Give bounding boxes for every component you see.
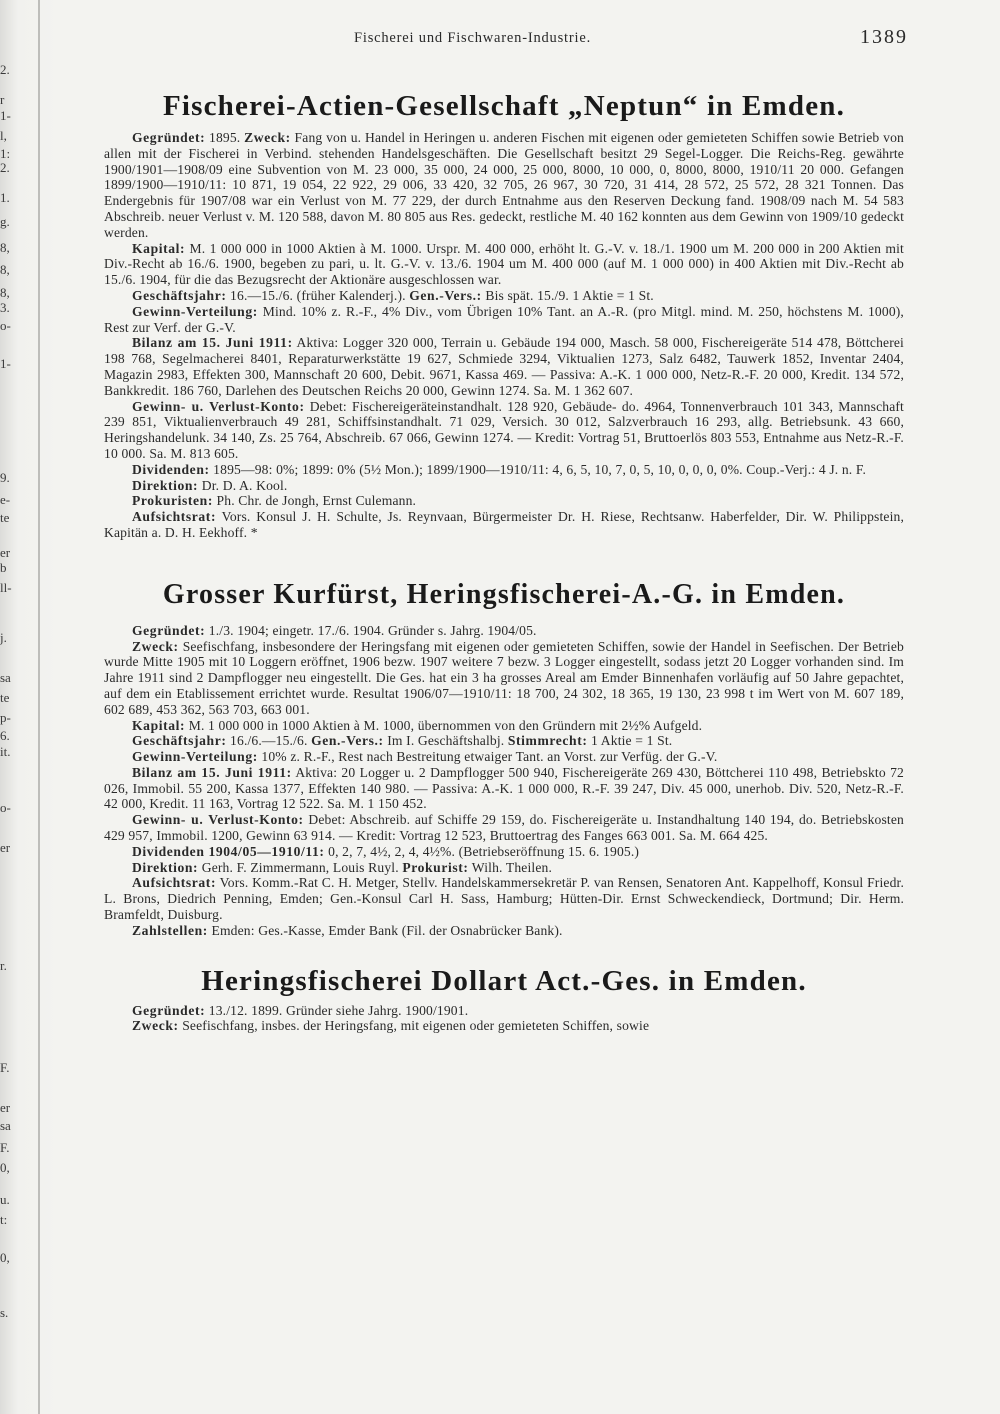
entry-paragraph	[104, 733, 904, 749]
entry-text: 16.—15./6. (früher Kalenderj.).	[230, 287, 410, 303]
margin-fragment: 1.	[0, 190, 10, 205]
running-head-title: Fischerei und Fischwaren-Industrie.	[354, 30, 591, 46]
entry-paragraph	[104, 639, 904, 718]
margin-fragment: er	[0, 840, 11, 855]
margin-fragment: g.	[0, 214, 10, 229]
entry-label: Prokurist:	[402, 859, 469, 875]
entry-paragraph	[104, 241, 904, 288]
margin-fragment: 8,	[0, 285, 10, 300]
margin-fragment: r	[0, 92, 5, 107]
entry-text: Im I. Geschäftshalbj.	[387, 733, 508, 749]
page-content	[104, 20, 908, 1034]
entry-text: 1./3. 1904; eingetr. 17./6. 1904. Gründer s. Jahrg. 1904/05.	[208, 622, 537, 638]
entry-label: Zahlstellen:	[132, 922, 208, 938]
margin-fragment: 0,	[0, 1160, 10, 1175]
entry-text: Aktiva: Logger 320 000, Terrain u. Gebäude 194 000, Masch. 58 000, Fischereigeräte 514 478, Böttcherei 198 768, Segelmacherei 8401, Reparaturwerkstätte 19 627, Schmiede 3294, Viktualien 1273, Salz 6482, Tauwerk 1852, Inventar 2404, Magazin 2983, Effekten 300, Mannschaft 20 600, Debit. 9671, Kassa 469. — Passiva: A.-K. 1 000 000, Netz-R.-F. 20 000, Kredit. 134 572, Bankkredit. 186 760, Darlehen des Deutschen Reichs 20 000, Gewinn 1274. Sa. M. 1 362 607.	[104, 335, 904, 398]
entry-text: 1 Aktie = 1 St.	[591, 733, 673, 749]
margin-fragment: 9.	[0, 470, 10, 485]
entry-label: Aufsichtsrat:	[132, 509, 217, 525]
entry-paragraph	[104, 493, 904, 509]
entry-label: Kapital:	[132, 240, 186, 256]
entry-text: Aktiva: 20 Logger u. 2 Dampflogger 500 940, Fischereigeräte 269 430, Böttcherei 110 498, Betriebskto 72 026, Immobil. 55 200, Kassa 1377, Effekten 140 980. — Passiva: A.-K. 1 000 000, R.-F. 39 247, Div. 45 000, unerhob. Div. 520, Netz-R.-F. 42 000, Kredit. 11 163, Vortrag 12 522. Sa. M. 1 150 452.	[104, 764, 904, 812]
left-margin-fragments	[0, 0, 62, 1414]
entry-label: Dividenden:	[132, 461, 210, 477]
entry-label: Zweck:	[132, 638, 179, 654]
margin-fragment: s.	[0, 1305, 9, 1320]
margin-fragment: p-	[0, 710, 11, 725]
entry-text: Fang von u. Handel in Heringen u. anderen Fischen mit eigenen oder gemieteten Schiffen sowie Betrieb von allen mit der Fischerei in Verbind. stehenden Handelsgeschäften. Die Gesellschaft besitzt 29 Segel-Logger. Die Reichs-Reg. gewährte 1900/1901—1908/09 eine Subvention von M. 23 000, 35 000, 24 000, 25 000, 8000, 10 000, 0, 8000, 8000, 1910/11 20 000. Gefangen 1899/1900—1910/11: 10 871, 19 054, 22 922, 29 006, 33 420, 32 705, 26 967, 30 720, 31 414, 28 572, 25 572, 28 321 Tonnen. Das Endergebnis für 1907/08 war ein Verlust von M. 77 229, der durch Entnahme aus den Reserven Deckung fand. 1908/09 nach M. 54 583 Abschreib. neuer Verlust v. M. 120 588, davon M. 80 805 aus Res. gedeckt, restliche M. 40 162 konnten aus dem Gewinn von 1909/10 gedeckt werden.	[104, 130, 905, 240]
company-entry-neptun	[104, 130, 904, 541]
entry-paragraph	[104, 765, 904, 812]
company-entry-dollart	[104, 1003, 904, 1035]
margin-fragment: 2.	[0, 62, 10, 77]
margin-fragment: j.	[0, 630, 7, 645]
entry-text: Bis spät. 15./9. 1 Aktie = 1 St.	[485, 287, 654, 303]
margin-fragment: 3.	[0, 300, 10, 315]
entry-text: Gerh. F. Zimmermann, Louis Ruyl.	[201, 859, 403, 875]
entry-label: Gegründet:	[132, 130, 206, 145]
entry-paragraph	[104, 478, 904, 494]
entry-label: Gegründet:	[132, 622, 206, 638]
entry-paragraph	[104, 860, 904, 876]
entry-label: Stimmrecht:	[507, 733, 588, 749]
entry-text: 0, 2, 7, 4½, 2, 4, 4½%. (Betriebseröffnung 15. 6. 1905.)	[328, 843, 640, 859]
entry-paragraph	[104, 623, 904, 639]
entry-label: Gewinn-Verteilung:	[132, 303, 258, 319]
entry-label: Bilanz am 15. Juni 1911:	[132, 764, 292, 780]
margin-fragment: 1-	[0, 356, 11, 371]
entry-text: Vors. Komm.-Rat C. H. Metger, Stellv. Handelskammersekretär P. van Rensen, Senatoren Ant. Kappelhoff, Konsul Friedr. L. Brons, Diedrich Penning, Emden; Gen.-Konsul Carl H. Sass, Hamburg; Hütten-Dir. Ernst Schweckendieck, Dortmund; Dir. Herm. Bramfeldt, Duisburg.	[104, 875, 904, 923]
margin-fragment: it.	[0, 744, 11, 759]
running-head	[104, 20, 908, 54]
margin-fragment: 1-	[0, 108, 11, 123]
entry-label: Zweck:	[244, 130, 291, 145]
margin-fragment: e-	[0, 492, 11, 507]
entry-text: Mind. 10% z. R.-F., 4% Div., vom Übrigen 10% Tant. an A.-R. (pro Mitgl. mind. M. 250, höchstens M. 1000), Rest zur Verf. der G.-V.	[104, 303, 904, 335]
entry-text: 13./12. 1899. Gründer siehe Jahrg. 1900/1901.	[208, 1002, 469, 1018]
company-entry-grosser-kurfuerst	[104, 623, 904, 939]
entry-label: Dividenden 1904/05—1910/11:	[132, 843, 325, 859]
page-edge-shadow	[38, 0, 40, 1414]
entry-label: Geschäftsjahr:	[132, 733, 227, 749]
page-number: 1389	[860, 26, 908, 48]
entry-label: Aufsichtsrat:	[132, 875, 217, 891]
margin-fragment: sa	[0, 670, 11, 685]
entry-paragraph	[104, 812, 904, 844]
entry-text: Seefischfang, insbesondere der Heringsfang mit eigenen oder gemieteten Schiffen, sowie der Handel in Seefischen. Der Betrieb wurde Mitte 1905 mit 10 Loggern eröffnet, 1906 bezw. 1907 weitere 7 bezw. 3 Logger eingestellt, sodass jetzt 20 Logger vorhanden sind. Im Jahre 1911 sind 2 Dampflogger neu eingestellt. Die Ges. hat ein 3 ha grosses Areal am Emder Binnenhafen vorläufig auf 50 Jahre gepachtet, auf dem ein Etablissement errichtet wurde. Resultat 1906/07—1910/11: 18 700, 24 302, 18 365, 19 130, 23 998 t im Wert von M. 607 189, 602 689, 453 362, 563 703, 663 001.	[104, 638, 904, 717]
entry-label: Bilanz am 15. Juni 1911:	[132, 335, 293, 351]
entry-paragraph	[104, 399, 904, 462]
entry-paragraph	[104, 923, 904, 939]
entry-paragraph	[104, 304, 904, 336]
margin-fragment: 0,	[0, 1250, 10, 1265]
entry-paragraph	[104, 875, 904, 922]
entry-paragraph	[104, 1003, 904, 1019]
entry-label: Direktion:	[132, 859, 199, 875]
entry-label: Gen.-Vers.:	[409, 287, 482, 303]
entry-text: 1895.	[209, 130, 245, 145]
company-title-dollart: Heringsfischerei Dollart Act.-Ges. in Emden.	[201, 964, 807, 997]
entry-paragraph	[104, 288, 904, 304]
margin-fragment: r.	[0, 958, 7, 973]
company-title-neptun: Fischerei-Actien-Gesellschaft „Neptun“ in Emden.	[162, 90, 846, 122]
margin-fragment: o-	[0, 318, 11, 333]
entry-text: 16./6.—15./6.	[230, 733, 312, 749]
entry-paragraph	[104, 718, 904, 734]
entry-text: Wilh. Theilen.	[471, 859, 553, 875]
entry-label: Gewinn- u. Verlust-Konto:	[132, 398, 305, 414]
entry-label: Direktion:	[132, 477, 199, 493]
margin-fragment: 8,	[0, 262, 10, 277]
entry-text: Debet: Abschreib. auf Schiffe 29 159, do. Fischereigeräte u. Instandhaltung 140 194, do. Betriebskosten 429 957, Immobil. 1200, Gewinn 63 914. — Kredit: Vortrag 12 523, Bruttoertrag des Fanges 663 001. Sa. M. 664 425.	[104, 812, 904, 844]
margin-fragment: sa	[0, 1118, 11, 1133]
margin-fragment: te	[0, 510, 10, 525]
entry-paragraph	[104, 130, 904, 241]
margin-fragment: F.	[0, 1140, 10, 1155]
margin-fragment: b	[0, 560, 7, 575]
entry-paragraph	[104, 749, 904, 765]
margin-fragment: ll-	[0, 580, 12, 595]
margin-fragment: t:	[0, 1212, 8, 1227]
entry-paragraph	[104, 462, 904, 478]
entry-label: Gegründet:	[132, 1002, 206, 1018]
entry-label: Gewinn- u. Verlust-Konto:	[132, 812, 304, 828]
entry-label: Prokuristen:	[132, 493, 213, 509]
entry-text: Vors. Konsul J. H. Schulte, Js. Reynvaan, Bürgermeister Dr. H. Riese, Rechtsanw. Haberfelder, Dir. W. Philippstein, Kapitän a. D. H. Eekhoff. *	[104, 509, 904, 540]
margin-fragment: 2.	[0, 160, 10, 175]
company-title-grosser-kurfuerst: Grosser Kurfürst, Heringsfischerei-A.-G. in Emden.	[162, 578, 846, 610]
entry-text: Ph. Chr. de Jongh, Ernst Culemann.	[216, 493, 417, 509]
margin-fragment: 1:	[0, 146, 11, 161]
entry-text: Debet: Fischereigeräteinstandhalt. 128 920, Gebäude- do. 4964, Tonnenverbrauch 101 343, Mannschaft 239 851, Viktualienverbrauch 49 281, Schiffsinstandhalt. 71 029, Versich. 30 012, Salzverbrauch 16 293, allg. Betriebsunk. 43 660, Heringshandelunk. 34 140, Zs. 25 764, Abschreib. 67 066, Gewinn 1274. — Kredit: Vortrag 51, Bruttoerlös 803 553, Entnahme aus Netz-R.-F. 10 000. Sa. M. 813 605.	[104, 398, 904, 461]
entry-text: Emden: Ges.-Kasse, Emder Bank (Fil. der Osnabrücker Bank).	[211, 922, 563, 938]
margin-fragment: l,	[0, 128, 7, 143]
entry-paragraph	[104, 844, 904, 860]
entry-label: Kapital:	[132, 717, 186, 733]
entry-text: 1895—98: 0%; 1899: 0% (5½ Mon.); 1899/1900—1910/11: 4, 6, 5, 10, 7, 0, 5, 10, 0, 0, 0, 0%. Coup.-Verj.: 4 J. n. F.	[213, 461, 867, 477]
margin-fragment: o-	[0, 800, 11, 815]
margin-fragment: er	[0, 1100, 11, 1115]
margin-fragment: te	[0, 690, 10, 705]
margin-fragment: 6.	[0, 728, 10, 743]
entry-label: Geschäftsjahr:	[132, 287, 227, 303]
entry-text: Dr. D. A. Kool.	[201, 477, 288, 493]
entry-paragraph	[104, 1018, 904, 1034]
entry-paragraph	[104, 509, 904, 541]
margin-fragment: 8,	[0, 240, 10, 255]
entry-label: Gen.-Vers.:	[311, 733, 384, 749]
entry-paragraph	[104, 335, 904, 398]
entry-text: Seefischfang, insbes. der Heringsfang, mit eigenen oder gemieteten Schiffen, sowie	[182, 1018, 650, 1034]
entry-text: 10% z. R.-F., Rest nach Bestreitung etwaiger Tant. an Vorst. zur Verfüg. der G.-V.	[261, 749, 718, 765]
entry-label: Gewinn-Verteilung:	[132, 749, 258, 765]
entry-label: Zweck:	[132, 1018, 179, 1034]
margin-fragment: er	[0, 545, 11, 560]
entry-text: M. 1 000 000 in 1000 Aktien à M. 1000. Urspr. M. 400 000, erhöht lt. G.-V. v. 18./1. 1900 um M. 200 000 in 200 Aktien mit Div.-Recht ab 16./6. 1900, begeben zu pari, u. lt. G.-V. v. 13./6. 1904 um M. 400 000 (auf M. 1 000 000) in 400 Aktien mit Div.-Recht ab 15./6. 1904, für die das Bezugsrecht der Aktionäre ausgeschlossen war.	[104, 240, 904, 288]
margin-fragment: u.	[0, 1192, 10, 1207]
margin-fragment: F.	[0, 1060, 10, 1075]
entry-text: M. 1 000 000 in 1000 Aktien à M. 1000, übernommen von den Gründern mit 2½% Aufgeld.	[188, 717, 703, 733]
